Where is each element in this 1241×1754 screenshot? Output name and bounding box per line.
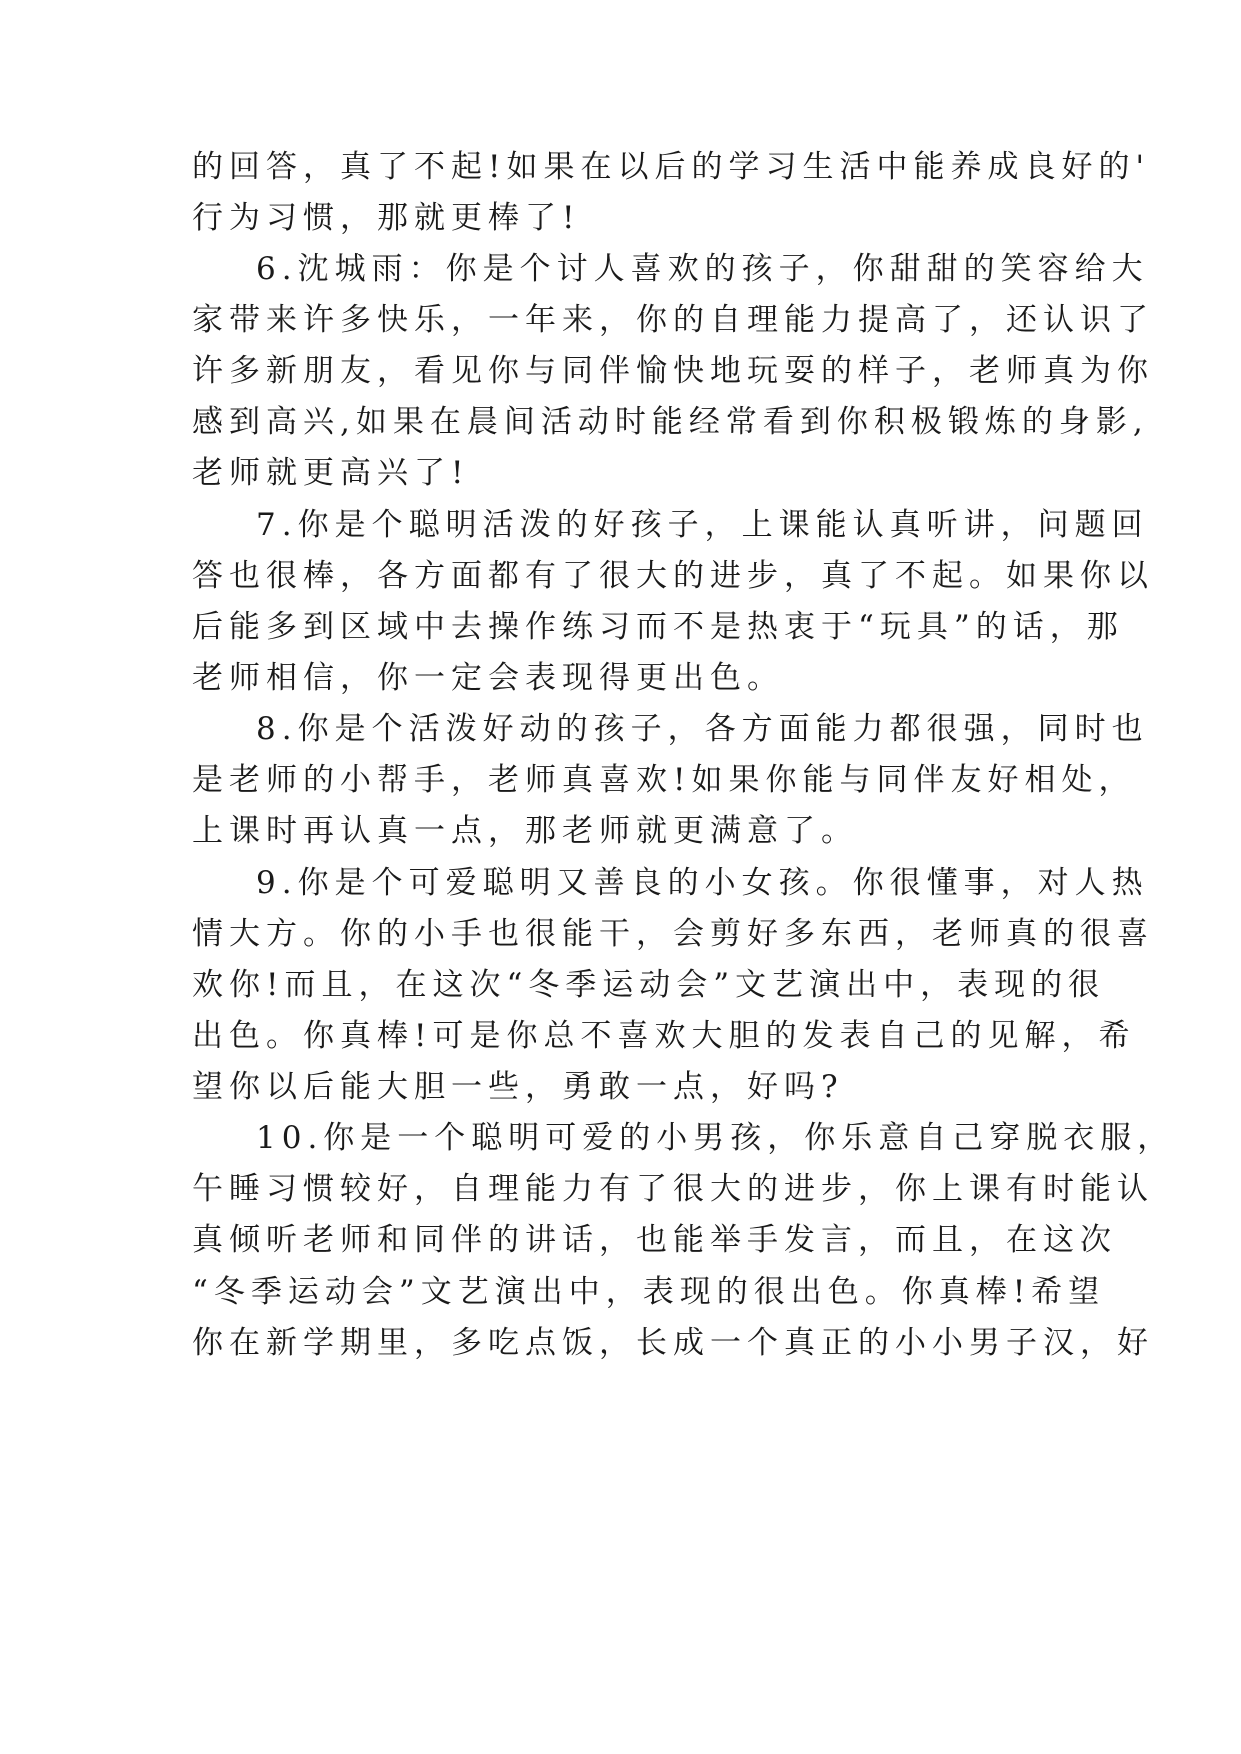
text-line: 答也很棒，各方面都有了很大的进步，真了不起。如果你以 — [192, 558, 1154, 594]
text-line: 老师相信，你一定会表现得更出色。 — [192, 660, 784, 696]
text-line: 情大方。你的小手也很能干，会剪好多东西，老师真的很喜 — [192, 916, 1154, 952]
text-line: 望你以后能大胆一些，勇敢一点，好吗? — [192, 1069, 844, 1105]
text-line: 是老师的小帮手，老师真喜欢!如果你能与同伴友好相处， — [192, 762, 1136, 798]
text-line: 真倾听老师和同伴的讲话，也能举手发言，而且，在这次 — [192, 1222, 1117, 1258]
text-line: 的回答，真了不起!如果在以后的学习生活中能养成良好的' — [192, 149, 1150, 185]
text-line: 后能多到区域中去操作练习而不是热衷于“玩具”的话，那 — [192, 609, 1124, 645]
paragraph-10-start: 10.你是一个聪明可爱的小男孩，你乐意自己穿脱衣服， — [256, 1120, 1175, 1156]
text-line: 上课时再认真一点，那老师就更满意了。 — [192, 813, 858, 849]
text-line: 午睡习惯较好，自理能力有了很大的进步，你上课有时能认 — [192, 1171, 1154, 1207]
text-line: 家带来许多快乐，一年来，你的自理能力提高了，还认识了 — [192, 302, 1154, 338]
text-line: 行为习惯，那就更棒了! — [192, 200, 581, 236]
text-line: 出色。你真棒!可是你总不喜欢大胆的发表自己的见解，希 — [192, 1018, 1136, 1054]
paragraph-8-start: 8.你是个活泼好动的孩子，各方面能力都很强，同时也 — [256, 711, 1149, 747]
text-line: 感到高兴,如果在晨间活动时能经常看到你积极锻炼的身影, — [192, 404, 1149, 440]
paragraph-6-start: 6.沈城雨：你是个讨人喜欢的孩子，你甜甜的笑容给大 — [256, 251, 1149, 287]
text-line: “冬季运动会”文艺演出中，表现的很出色。你真棒!希望 — [192, 1274, 1106, 1310]
paragraph-7-start: 7.你是个聪明活泼的好孩子，上课能认真听讲，问题回 — [256, 507, 1149, 543]
text-line: 许多新朋友，看见你与同伴愉快地玩耍的样子，老师真为你 — [192, 353, 1154, 389]
text-line: 老师就更高兴了! — [192, 455, 470, 491]
text-line: 你在新学期里，多吃点饭，长成一个真正的小小男子汉，好 — [192, 1325, 1154, 1361]
text-line: 欢你!而且，在这次“冬季运动会”文艺演出中，表现的很 — [192, 967, 1106, 1003]
paragraph-9-start: 9.你是个可爱聪明又善良的小女孩。你很懂事，对人热 — [256, 865, 1149, 901]
